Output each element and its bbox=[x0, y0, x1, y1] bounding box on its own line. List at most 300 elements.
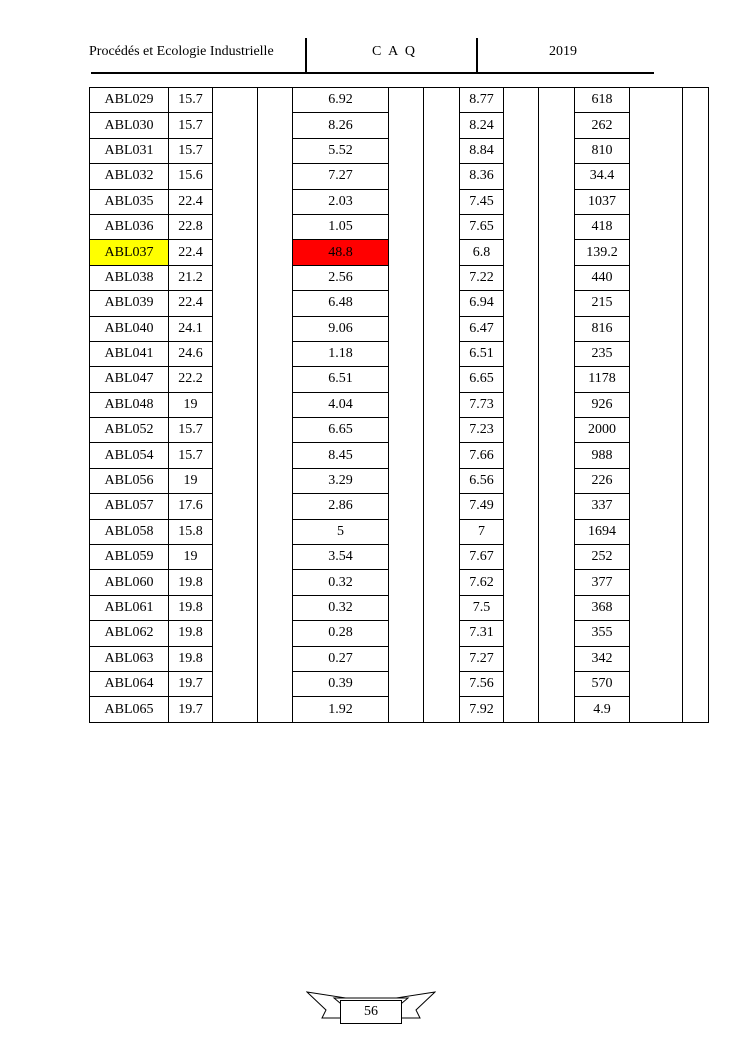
value-cell-v1: 22.4 bbox=[169, 240, 213, 265]
empty-cell bbox=[213, 443, 258, 468]
empty-cell bbox=[389, 113, 424, 138]
empty-cell bbox=[258, 494, 293, 519]
empty-cell bbox=[539, 570, 575, 595]
empty-cell bbox=[389, 316, 424, 341]
value-cell-v4: 4.9 bbox=[575, 697, 630, 722]
empty-cell bbox=[389, 164, 424, 189]
empty-cell bbox=[539, 621, 575, 646]
empty-cell bbox=[213, 214, 258, 239]
value-cell-v3: 6.65 bbox=[460, 367, 504, 392]
empty-cell bbox=[683, 138, 709, 163]
empty-cell bbox=[504, 138, 539, 163]
empty-cell bbox=[539, 291, 575, 316]
value-cell-v2: 6.65 bbox=[293, 418, 389, 443]
empty-cell bbox=[258, 468, 293, 493]
value-cell-v3: 7.31 bbox=[460, 621, 504, 646]
empty-cell bbox=[389, 291, 424, 316]
empty-cell bbox=[504, 113, 539, 138]
empty-cell bbox=[258, 88, 293, 113]
empty-cell bbox=[539, 418, 575, 443]
empty-cell bbox=[630, 189, 683, 214]
empty-cell bbox=[683, 646, 709, 671]
empty-cell bbox=[258, 189, 293, 214]
empty-cell bbox=[424, 367, 460, 392]
value-cell-v2: 6.51 bbox=[293, 367, 389, 392]
empty-cell bbox=[630, 697, 683, 722]
empty-cell bbox=[389, 468, 424, 493]
empty-cell bbox=[539, 164, 575, 189]
empty-cell bbox=[539, 646, 575, 671]
value-cell-v1: 22.2 bbox=[169, 367, 213, 392]
empty-cell bbox=[683, 494, 709, 519]
empty-cell bbox=[424, 418, 460, 443]
empty-cell bbox=[424, 519, 460, 544]
sample-code-cell: ABL057 bbox=[90, 494, 169, 519]
empty-cell bbox=[504, 570, 539, 595]
empty-cell bbox=[389, 697, 424, 722]
empty-cell bbox=[504, 697, 539, 722]
value-cell-v4: 34.4 bbox=[575, 164, 630, 189]
value-cell-v4: 377 bbox=[575, 570, 630, 595]
value-cell-v3: 8.84 bbox=[460, 138, 504, 163]
value-cell-v1: 19 bbox=[169, 392, 213, 417]
sample-code-cell: ABL032 bbox=[90, 164, 169, 189]
value-cell-v3: 6.8 bbox=[460, 240, 504, 265]
empty-cell bbox=[213, 494, 258, 519]
empty-cell bbox=[258, 443, 293, 468]
empty-cell bbox=[213, 468, 258, 493]
empty-cell bbox=[683, 88, 709, 113]
empty-cell bbox=[213, 595, 258, 620]
sample-code-cell: ABL062 bbox=[90, 621, 169, 646]
empty-cell bbox=[504, 468, 539, 493]
value-cell-v4: 1694 bbox=[575, 519, 630, 544]
empty-cell bbox=[630, 392, 683, 417]
empty-cell bbox=[683, 367, 709, 392]
header-divider bbox=[305, 38, 307, 74]
empty-cell bbox=[258, 519, 293, 544]
empty-cell bbox=[213, 418, 258, 443]
empty-cell bbox=[213, 341, 258, 366]
value-cell-v2: 48.8 bbox=[293, 240, 389, 265]
value-cell-v4: 215 bbox=[575, 291, 630, 316]
table-row bbox=[90, 113, 709, 138]
empty-cell bbox=[424, 646, 460, 671]
empty-cell bbox=[539, 316, 575, 341]
value-cell-v1: 15.7 bbox=[169, 88, 213, 113]
sample-code-cell: ABL064 bbox=[90, 671, 169, 696]
empty-cell bbox=[213, 367, 258, 392]
value-cell-v1: 22.4 bbox=[169, 291, 213, 316]
empty-cell bbox=[630, 316, 683, 341]
empty-cell bbox=[539, 341, 575, 366]
empty-cell bbox=[389, 595, 424, 620]
value-cell-v3: 7.73 bbox=[460, 392, 504, 417]
empty-cell bbox=[389, 240, 424, 265]
value-cell-v2: 2.86 bbox=[293, 494, 389, 519]
empty-cell bbox=[213, 113, 258, 138]
empty-cell bbox=[424, 671, 460, 696]
sample-code-cell: ABL037 bbox=[90, 240, 169, 265]
empty-cell bbox=[504, 621, 539, 646]
empty-cell bbox=[630, 214, 683, 239]
empty-cell bbox=[258, 697, 293, 722]
empty-cell bbox=[389, 189, 424, 214]
value-cell-v3: 7.5 bbox=[460, 595, 504, 620]
empty-cell bbox=[258, 595, 293, 620]
value-cell-v1: 15.7 bbox=[169, 418, 213, 443]
empty-cell bbox=[258, 113, 293, 138]
header-divider bbox=[476, 38, 478, 74]
empty-cell bbox=[683, 621, 709, 646]
empty-cell bbox=[213, 164, 258, 189]
empty-cell bbox=[389, 392, 424, 417]
empty-cell bbox=[683, 468, 709, 493]
empty-cell bbox=[213, 671, 258, 696]
empty-cell bbox=[504, 88, 539, 113]
empty-cell bbox=[683, 113, 709, 138]
empty-cell bbox=[683, 214, 709, 239]
value-cell-v2: 0.32 bbox=[293, 595, 389, 620]
value-cell-v4: 988 bbox=[575, 443, 630, 468]
empty-cell bbox=[389, 214, 424, 239]
sample-code-cell: ABL041 bbox=[90, 341, 169, 366]
empty-cell bbox=[389, 443, 424, 468]
empty-cell bbox=[504, 519, 539, 544]
empty-cell bbox=[630, 138, 683, 163]
empty-cell bbox=[213, 392, 258, 417]
empty-cell bbox=[258, 418, 293, 443]
value-cell-v1: 19.8 bbox=[169, 595, 213, 620]
empty-cell bbox=[424, 443, 460, 468]
value-cell-v1: 24.1 bbox=[169, 316, 213, 341]
empty-cell bbox=[539, 468, 575, 493]
value-cell-v1: 24.6 bbox=[169, 341, 213, 366]
empty-cell bbox=[389, 545, 424, 570]
table-row bbox=[90, 392, 709, 417]
value-cell-v1: 22.8 bbox=[169, 214, 213, 239]
empty-cell bbox=[258, 316, 293, 341]
empty-cell bbox=[539, 265, 575, 290]
empty-cell bbox=[389, 88, 424, 113]
empty-cell bbox=[213, 291, 258, 316]
empty-cell bbox=[504, 341, 539, 366]
empty-cell bbox=[683, 697, 709, 722]
sample-code-cell: ABL038 bbox=[90, 265, 169, 290]
empty-cell bbox=[424, 138, 460, 163]
value-cell-v2: 0.32 bbox=[293, 570, 389, 595]
table-row bbox=[90, 621, 709, 646]
value-cell-v1: 17.6 bbox=[169, 494, 213, 519]
value-cell-v1: 21.2 bbox=[169, 265, 213, 290]
value-cell-v1: 19.8 bbox=[169, 646, 213, 671]
empty-cell bbox=[389, 341, 424, 366]
empty-cell bbox=[258, 164, 293, 189]
value-cell-v2: 7.27 bbox=[293, 164, 389, 189]
empty-cell bbox=[630, 545, 683, 570]
empty-cell bbox=[683, 519, 709, 544]
empty-cell bbox=[424, 392, 460, 417]
value-cell-v2: 1.92 bbox=[293, 697, 389, 722]
empty-cell bbox=[539, 595, 575, 620]
table-row bbox=[90, 367, 709, 392]
empty-cell bbox=[213, 316, 258, 341]
table-row bbox=[90, 468, 709, 493]
sample-code-cell: ABL054 bbox=[90, 443, 169, 468]
sample-code-cell: ABL029 bbox=[90, 88, 169, 113]
sample-code-cell: ABL058 bbox=[90, 519, 169, 544]
empty-cell bbox=[630, 367, 683, 392]
empty-cell bbox=[504, 494, 539, 519]
header-year: 2019 bbox=[549, 44, 577, 59]
empty-cell bbox=[539, 671, 575, 696]
empty-cell bbox=[504, 214, 539, 239]
sample-code-cell: ABL056 bbox=[90, 468, 169, 493]
value-cell-v3: 8.24 bbox=[460, 113, 504, 138]
empty-cell bbox=[539, 697, 575, 722]
empty-cell bbox=[213, 570, 258, 595]
value-cell-v4: 2000 bbox=[575, 418, 630, 443]
empty-cell bbox=[504, 671, 539, 696]
value-cell-v1: 19.8 bbox=[169, 621, 213, 646]
empty-cell bbox=[630, 291, 683, 316]
empty-cell bbox=[258, 367, 293, 392]
value-cell-v4: 252 bbox=[575, 545, 630, 570]
table-row bbox=[90, 138, 709, 163]
empty-cell bbox=[258, 545, 293, 570]
value-cell-v3: 7.45 bbox=[460, 189, 504, 214]
empty-cell bbox=[504, 646, 539, 671]
value-cell-v3: 7.67 bbox=[460, 545, 504, 570]
empty-cell bbox=[213, 519, 258, 544]
value-cell-v3: 6.56 bbox=[460, 468, 504, 493]
table-row bbox=[90, 214, 709, 239]
sample-code-cell: ABL030 bbox=[90, 113, 169, 138]
empty-cell bbox=[630, 88, 683, 113]
sample-code-cell: ABL048 bbox=[90, 392, 169, 417]
value-cell-v2: 1.05 bbox=[293, 214, 389, 239]
empty-cell bbox=[213, 545, 258, 570]
empty-cell bbox=[539, 88, 575, 113]
empty-cell bbox=[424, 595, 460, 620]
value-cell-v3: 8.36 bbox=[460, 164, 504, 189]
empty-cell bbox=[630, 621, 683, 646]
value-cell-v3: 7.92 bbox=[460, 697, 504, 722]
empty-cell bbox=[683, 291, 709, 316]
empty-cell bbox=[504, 291, 539, 316]
empty-cell bbox=[539, 392, 575, 417]
empty-cell bbox=[213, 265, 258, 290]
value-cell-v1: 22.4 bbox=[169, 189, 213, 214]
table-row bbox=[90, 494, 709, 519]
value-cell-v3: 7.62 bbox=[460, 570, 504, 595]
value-cell-v2: 6.92 bbox=[293, 88, 389, 113]
table-row bbox=[90, 240, 709, 265]
empty-cell bbox=[424, 545, 460, 570]
value-cell-v1: 19.8 bbox=[169, 570, 213, 595]
value-cell-v1: 15.7 bbox=[169, 138, 213, 163]
table-row bbox=[90, 88, 709, 113]
empty-cell bbox=[258, 570, 293, 595]
empty-cell bbox=[630, 519, 683, 544]
value-cell-v4: 1037 bbox=[575, 189, 630, 214]
value-cell-v3: 7.23 bbox=[460, 418, 504, 443]
empty-cell bbox=[424, 341, 460, 366]
value-cell-v2: 8.26 bbox=[293, 113, 389, 138]
value-cell-v4: 368 bbox=[575, 595, 630, 620]
empty-cell bbox=[258, 240, 293, 265]
value-cell-v3: 6.47 bbox=[460, 316, 504, 341]
value-cell-v4: 342 bbox=[575, 646, 630, 671]
empty-cell bbox=[539, 240, 575, 265]
empty-cell bbox=[389, 418, 424, 443]
value-cell-v4: 226 bbox=[575, 468, 630, 493]
value-cell-v2: 0.28 bbox=[293, 621, 389, 646]
table-row bbox=[90, 291, 709, 316]
empty-cell bbox=[389, 646, 424, 671]
value-cell-v2: 6.48 bbox=[293, 291, 389, 316]
empty-cell bbox=[539, 443, 575, 468]
empty-cell bbox=[424, 621, 460, 646]
empty-cell bbox=[424, 291, 460, 316]
value-cell-v2: 0.39 bbox=[293, 671, 389, 696]
sample-code-cell: ABL052 bbox=[90, 418, 169, 443]
empty-cell bbox=[630, 341, 683, 366]
value-cell-v4: 418 bbox=[575, 214, 630, 239]
value-cell-v4: 355 bbox=[575, 621, 630, 646]
value-cell-v1: 19 bbox=[169, 468, 213, 493]
value-cell-v2: 3.54 bbox=[293, 545, 389, 570]
empty-cell bbox=[630, 418, 683, 443]
empty-cell bbox=[630, 265, 683, 290]
empty-cell bbox=[539, 545, 575, 570]
value-cell-v1: 19.7 bbox=[169, 671, 213, 696]
table-row bbox=[90, 316, 709, 341]
value-cell-v2: 9.06 bbox=[293, 316, 389, 341]
sample-code-cell: ABL059 bbox=[90, 545, 169, 570]
value-cell-v1: 15.7 bbox=[169, 443, 213, 468]
empty-cell bbox=[389, 671, 424, 696]
value-cell-v4: 1178 bbox=[575, 367, 630, 392]
empty-cell bbox=[539, 138, 575, 163]
empty-cell bbox=[683, 418, 709, 443]
empty-cell bbox=[424, 570, 460, 595]
empty-cell bbox=[389, 494, 424, 519]
value-cell-v1: 15.7 bbox=[169, 113, 213, 138]
value-cell-v3: 7.49 bbox=[460, 494, 504, 519]
empty-cell bbox=[630, 240, 683, 265]
table-row bbox=[90, 443, 709, 468]
empty-cell bbox=[258, 646, 293, 671]
value-cell-v3: 8.77 bbox=[460, 88, 504, 113]
sample-code-cell: ABL040 bbox=[90, 316, 169, 341]
value-cell-v3: 7.65 bbox=[460, 214, 504, 239]
empty-cell bbox=[630, 443, 683, 468]
value-cell-v4: 816 bbox=[575, 316, 630, 341]
empty-cell bbox=[213, 240, 258, 265]
empty-cell bbox=[389, 367, 424, 392]
empty-cell bbox=[424, 164, 460, 189]
empty-cell bbox=[630, 494, 683, 519]
value-cell-v4: 926 bbox=[575, 392, 630, 417]
table-row bbox=[90, 595, 709, 620]
value-cell-v3: 7.27 bbox=[460, 646, 504, 671]
sample-code-cell: ABL035 bbox=[90, 189, 169, 214]
value-cell-v4: 235 bbox=[575, 341, 630, 366]
empty-cell bbox=[213, 138, 258, 163]
empty-cell bbox=[504, 164, 539, 189]
empty-cell bbox=[630, 570, 683, 595]
empty-cell bbox=[539, 519, 575, 544]
sample-code-cell: ABL061 bbox=[90, 595, 169, 620]
empty-cell bbox=[539, 189, 575, 214]
empty-cell bbox=[504, 545, 539, 570]
empty-cell bbox=[539, 367, 575, 392]
empty-cell bbox=[630, 671, 683, 696]
empty-cell bbox=[504, 265, 539, 290]
header-course-title: Procédés et Ecologie Industrielle bbox=[89, 44, 274, 59]
table-row bbox=[90, 646, 709, 671]
empty-cell bbox=[539, 214, 575, 239]
header-subject: C A Q bbox=[372, 44, 418, 59]
empty-cell bbox=[258, 621, 293, 646]
value-cell-v3: 7.22 bbox=[460, 265, 504, 290]
empty-cell bbox=[389, 519, 424, 544]
empty-cell bbox=[213, 697, 258, 722]
empty-cell bbox=[683, 443, 709, 468]
empty-cell bbox=[630, 468, 683, 493]
table-row bbox=[90, 570, 709, 595]
table-row bbox=[90, 164, 709, 189]
empty-cell bbox=[424, 88, 460, 113]
empty-cell bbox=[389, 621, 424, 646]
value-cell-v2: 0.27 bbox=[293, 646, 389, 671]
value-cell-v1: 19.7 bbox=[169, 697, 213, 722]
empty-cell bbox=[683, 316, 709, 341]
sample-code-cell: ABL065 bbox=[90, 697, 169, 722]
empty-cell bbox=[683, 164, 709, 189]
value-cell-v3: 7.66 bbox=[460, 443, 504, 468]
empty-cell bbox=[630, 646, 683, 671]
sample-code-cell: ABL060 bbox=[90, 570, 169, 595]
empty-cell bbox=[213, 646, 258, 671]
empty-cell bbox=[389, 138, 424, 163]
empty-cell bbox=[630, 113, 683, 138]
value-cell-v2: 5 bbox=[293, 519, 389, 544]
empty-cell bbox=[424, 240, 460, 265]
value-cell-v3: 7.56 bbox=[460, 671, 504, 696]
empty-cell bbox=[683, 595, 709, 620]
empty-cell bbox=[424, 697, 460, 722]
page-number: 56 bbox=[340, 1000, 402, 1024]
empty-cell bbox=[683, 189, 709, 214]
empty-cell bbox=[539, 113, 575, 138]
empty-cell bbox=[258, 265, 293, 290]
empty-cell bbox=[630, 164, 683, 189]
empty-cell bbox=[424, 189, 460, 214]
value-cell-v2: 2.03 bbox=[293, 189, 389, 214]
value-cell-v4: 262 bbox=[575, 113, 630, 138]
table-row bbox=[90, 671, 709, 696]
empty-cell bbox=[504, 316, 539, 341]
empty-cell bbox=[683, 265, 709, 290]
empty-cell bbox=[424, 468, 460, 493]
empty-cell bbox=[504, 418, 539, 443]
value-cell-v3: 6.94 bbox=[460, 291, 504, 316]
table-row bbox=[90, 341, 709, 366]
empty-cell bbox=[539, 494, 575, 519]
empty-cell bbox=[504, 189, 539, 214]
